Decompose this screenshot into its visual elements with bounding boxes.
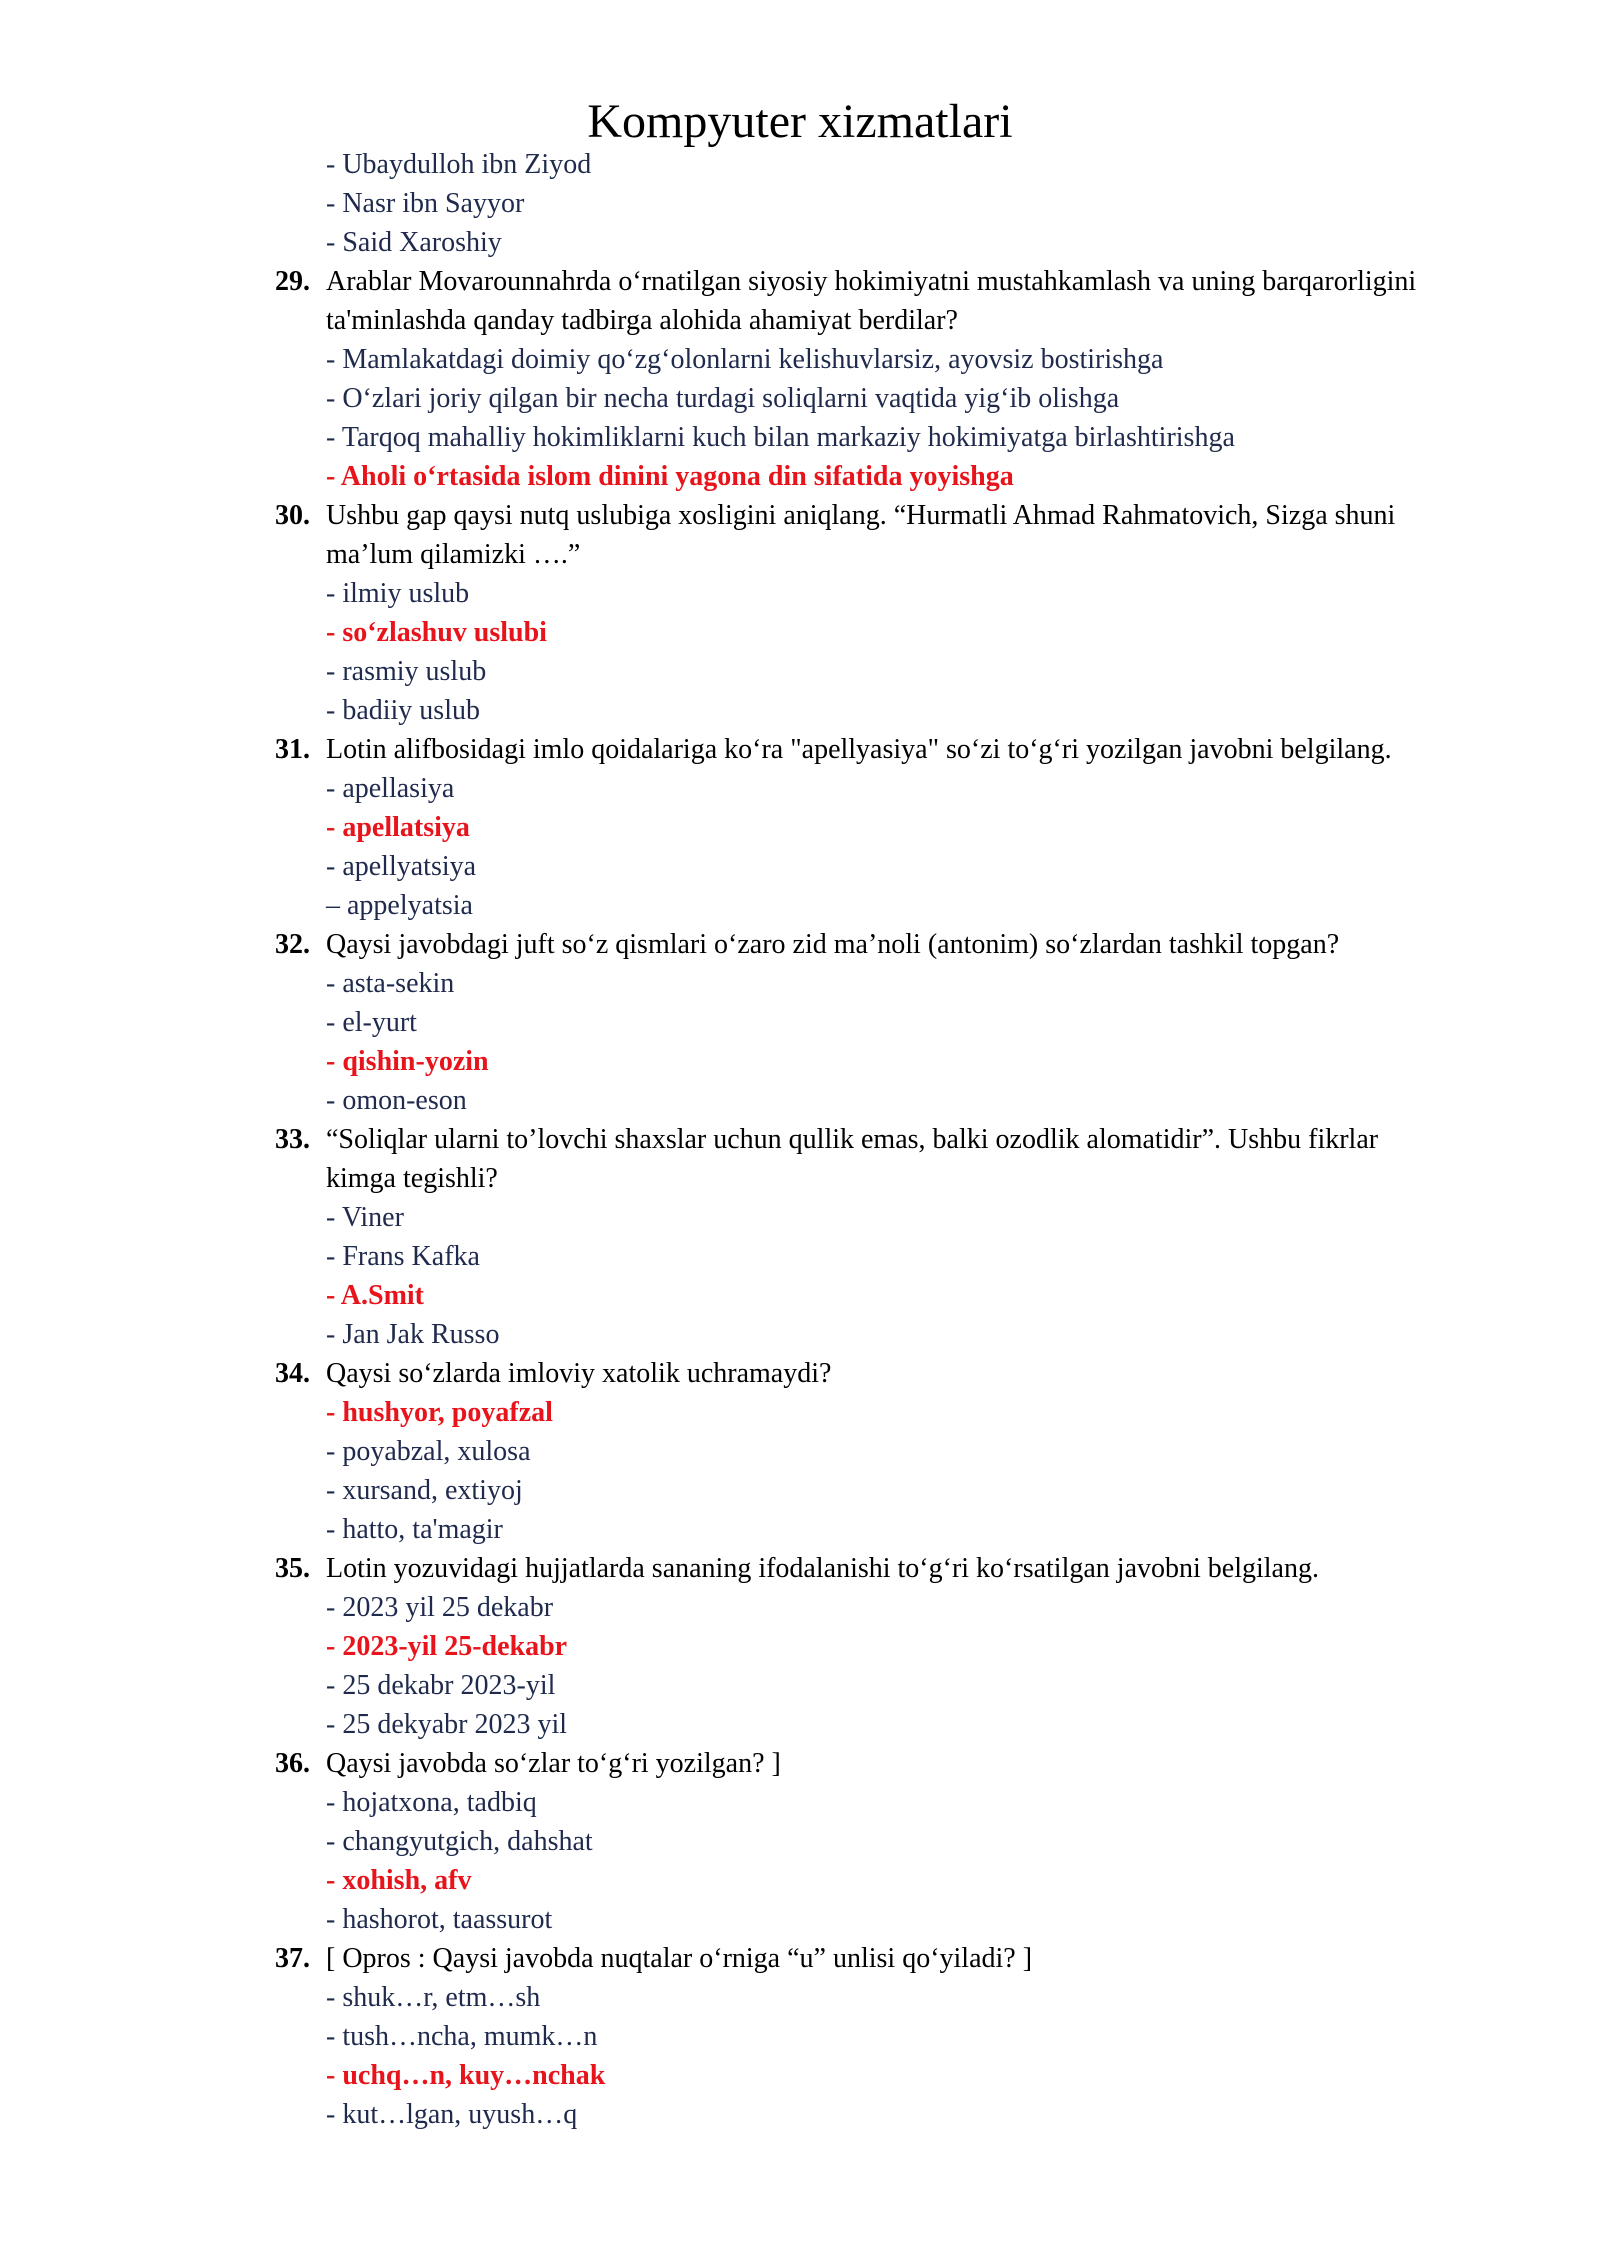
question-line xyxy=(0,496,1600,535)
option-text: - hojatxona, tadbiq xyxy=(326,1787,537,1818)
option-text: - xohish, afv xyxy=(326,1865,472,1896)
question-text: Qaysi so‘zlarda imloviy xatolik uchramaydi? xyxy=(326,1358,832,1389)
answer-option xyxy=(0,1705,1600,1744)
answer-option xyxy=(0,145,1600,184)
question-number: 34. xyxy=(275,1358,310,1389)
question-text: Lotin yozuvidagi hujjatlarda sananing ifodalanishi to‘g‘ri ko‘rsatilgan javobni belgilang. xyxy=(326,1553,1319,1584)
option-text: - 2023-yil 25-dekabr xyxy=(326,1631,568,1662)
answer-option xyxy=(0,1588,1600,1627)
question-line xyxy=(0,535,1600,574)
option-text: - apellasiya xyxy=(326,773,455,804)
option-text: - xursand, extiyoj xyxy=(326,1475,523,1506)
answer-option xyxy=(0,1822,1600,1861)
option-text: - Nasr ibn Sayyor xyxy=(326,188,525,219)
option-text: - el-yurt xyxy=(326,1007,417,1038)
option-text: - Mamlakatdagi doimiy qo‘zg‘olonlarni kelishuvlarsiz, ayovsiz bostirishga xyxy=(326,344,1164,375)
page-title: Kompyuter xizmatlari xyxy=(587,95,1013,148)
question-line xyxy=(0,262,1600,301)
correct-answer-option xyxy=(0,1393,1600,1432)
option-text: - hashorot, taassurot xyxy=(326,1904,553,1935)
question-line xyxy=(0,301,1600,340)
answer-option xyxy=(0,223,1600,262)
option-text: - asta-sekin xyxy=(326,968,455,999)
answer-option xyxy=(0,1783,1600,1822)
question-number: 32. xyxy=(275,929,310,960)
correct-answer-option xyxy=(0,1276,1600,1315)
question-text: ma’lum qilamizki ….” xyxy=(326,539,581,570)
answer-option xyxy=(0,418,1600,457)
option-text: - ilmiy uslub xyxy=(326,578,470,609)
option-text: - so‘zlashuv uslubi xyxy=(326,617,547,648)
question-text: [ Opros : Qaysi javobda nuqtalar o‘rniga “u” unlisi qo‘yiladi? ] xyxy=(326,1943,1033,1974)
answer-option xyxy=(0,1003,1600,1042)
option-text: - Frans Kafka xyxy=(326,1241,480,1272)
option-text: - A.Smit xyxy=(326,1280,424,1311)
answer-option xyxy=(0,652,1600,691)
question-line xyxy=(0,1549,1600,1588)
question-text: Ushbu gap qaysi nutq uslubiga xosligini aniqlang. “Hurmatli Ahmad Rahmatovich, Sizga shuni xyxy=(326,500,1396,531)
option-text: - apellatsiya xyxy=(326,812,470,843)
question-text: Lotin alifbosidagi imlo qoidalariga ko‘ra "apellyasiya" so‘zi to‘g‘ri yozilgan javobni belgilang. xyxy=(326,734,1392,765)
question-line xyxy=(0,925,1600,964)
question-number: 31. xyxy=(275,734,310,765)
option-text: - Tarqoq mahalliy hokimliklarni kuch bilan markaziy hokimiyatga birlashtirishga xyxy=(326,422,1235,453)
option-text: - O‘zlari joriy qilgan bir necha turdagi soliqlarni vaqtida yig‘ib olishga xyxy=(326,383,1120,414)
question-text: “Soliqlar ularni to’lovchi shaxslar uchun qullik emas, balki ozodlik alomatidir”. Ushbu fikrlar xyxy=(326,1124,1379,1155)
option-text: - changyutgich, dahshat xyxy=(326,1826,593,1857)
correct-answer-option xyxy=(0,613,1600,652)
answer-option xyxy=(0,847,1600,886)
option-text: - 25 dekyabr 2023 yil xyxy=(326,1709,568,1740)
option-text: - Said Xaroshiy xyxy=(326,227,502,258)
question-text: kimga tegishli? xyxy=(326,1163,498,1194)
question-line xyxy=(0,730,1600,769)
correct-answer-option xyxy=(0,1042,1600,1081)
option-text: - tush…ncha, mumk…n xyxy=(326,2021,598,2052)
question-number: 30. xyxy=(275,500,310,531)
correct-answer-option xyxy=(0,808,1600,847)
option-text: - kut…lgan, uyush…q xyxy=(326,2099,578,2130)
question-line xyxy=(0,1120,1600,1159)
answer-option xyxy=(0,886,1600,925)
answer-option xyxy=(0,184,1600,223)
question-text: Qaysi javobda so‘zlar to‘g‘ri yozilgan? ] xyxy=(326,1748,781,1779)
correct-answer-option xyxy=(0,2056,1600,2095)
option-text: - uchq…n, kuy…nchak xyxy=(326,2060,606,2091)
answer-option xyxy=(0,691,1600,730)
question-list xyxy=(0,145,1600,2134)
correct-answer-option xyxy=(0,1861,1600,1900)
answer-option xyxy=(0,1510,1600,1549)
answer-option xyxy=(0,769,1600,808)
correct-answer-option xyxy=(0,457,1600,496)
option-text: - rasmiy uslub xyxy=(326,656,487,687)
question-text: ta'minlashda qanday tadbirga alohida ahamiyat berdilar? xyxy=(326,305,958,336)
answer-option xyxy=(0,340,1600,379)
question-number: 36. xyxy=(275,1748,310,1779)
option-text: - Jan Jak Russo xyxy=(326,1319,500,1350)
question-number: 37. xyxy=(275,1943,310,1974)
question-number: 29. xyxy=(275,266,310,297)
question-line xyxy=(0,1939,1600,1978)
question-text: Qaysi javobdagi juft so‘z qismlari o‘zaro zid ma’noli (antonim) so‘zlardan tashkil topgan? xyxy=(326,929,1340,960)
question-number: 33. xyxy=(275,1124,310,1155)
question-text: Arablar Movarounnahrda o‘rnatilgan siyosiy hokimiyatni mustahkamlash va uning barqarorligini xyxy=(326,266,1417,297)
option-text: - Aholi o‘rtasida islom dinini yagona din sifatida yoyishga xyxy=(326,461,1014,492)
answer-option xyxy=(0,964,1600,1003)
option-text: - Viner xyxy=(326,1202,404,1233)
option-text: - badiiy uslub xyxy=(326,695,480,726)
answer-option xyxy=(0,1978,1600,2017)
question-line xyxy=(0,1159,1600,1198)
option-text: - hatto, ta'magir xyxy=(326,1514,503,1545)
option-text: - poyabzal, xulosa xyxy=(326,1436,531,1467)
option-text: - apellyatsiya xyxy=(326,851,477,882)
correct-answer-option xyxy=(0,1627,1600,1666)
option-text: - Ubaydulloh ibn Ziyod xyxy=(326,149,592,180)
option-text: - 25 dekabr 2023-yil xyxy=(326,1670,556,1701)
answer-option xyxy=(0,1237,1600,1276)
answer-option xyxy=(0,379,1600,418)
question-line xyxy=(0,1354,1600,1393)
option-text: - omon-eson xyxy=(326,1085,467,1116)
answer-option xyxy=(0,1432,1600,1471)
answer-option xyxy=(0,1081,1600,1120)
answer-option xyxy=(0,1198,1600,1237)
question-number: 35. xyxy=(275,1553,310,1584)
option-text: – appelyatsia xyxy=(326,890,473,921)
answer-option xyxy=(0,1315,1600,1354)
answer-option xyxy=(0,2095,1600,2134)
answer-option xyxy=(0,1471,1600,1510)
option-text: - 2023 yil 25 dekabr xyxy=(326,1592,554,1623)
answer-option xyxy=(0,574,1600,613)
option-text: - qishin-yozin xyxy=(326,1046,489,1077)
answer-option xyxy=(0,1900,1600,1939)
answer-option xyxy=(0,1666,1600,1705)
option-text: - hushyor, poyafzal xyxy=(326,1397,553,1428)
option-text: - shuk…r, etm…sh xyxy=(326,1982,541,2013)
question-line xyxy=(0,1744,1600,1783)
answer-option xyxy=(0,2017,1600,2056)
